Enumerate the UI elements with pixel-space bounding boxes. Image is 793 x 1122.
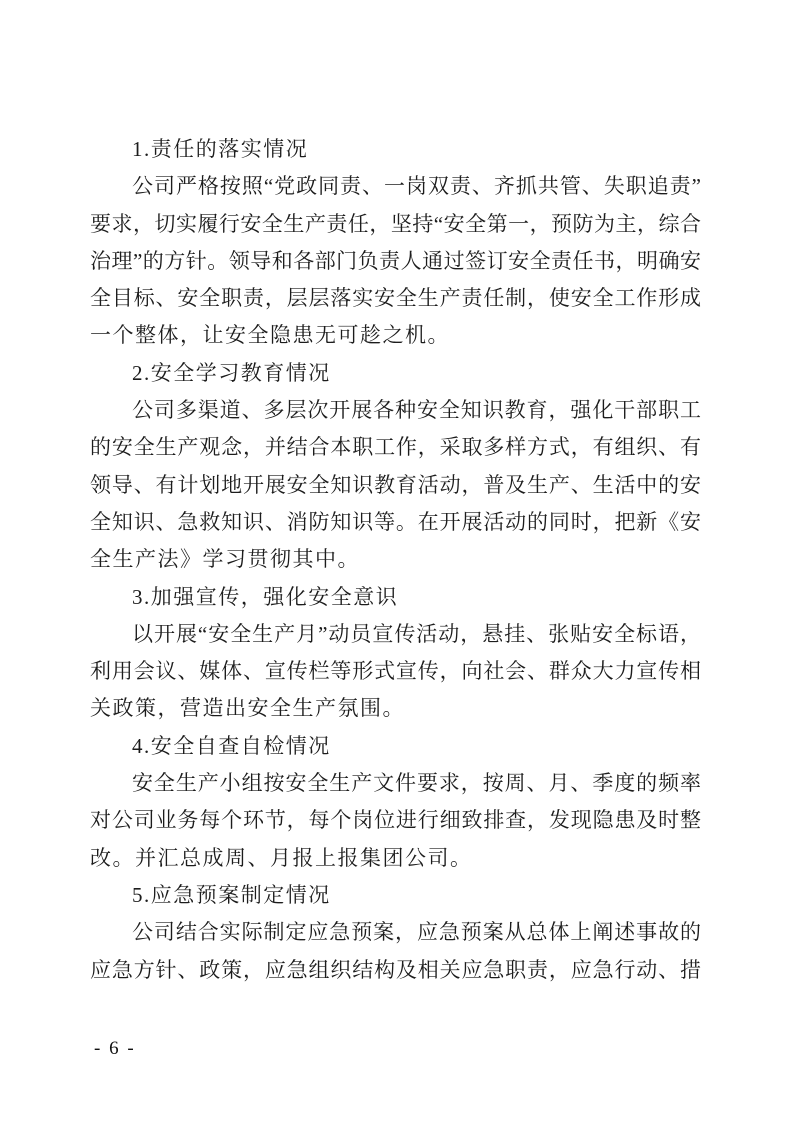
body-line: 对公司业务每个环节，每个岗位进行细致排查，发现隐患及时整 (90, 808, 701, 833)
body-line: 一个整体，让安全隐患无可趁之机。 (90, 323, 450, 348)
body-line: 全知识、急救知识、消防知识等。在开展活动的同时，把新《安 (90, 509, 701, 534)
body-line: 的安全生产观念，并结合本职工作，采取多样方式，有组织、有 (90, 435, 701, 460)
body-line: 公司严格按照“党政同责、一岗双责、齐抓共管、失职追责” (132, 174, 701, 199)
section-heading: 1.责任的落实情况 (132, 137, 309, 161)
section-heading: 4.安全自查自检情况 (132, 733, 331, 758)
body-line: 利用会议、媒体、宣传栏等形式宣传，向社会、群众大力宣传相 (90, 659, 701, 684)
body-line: 领导、有计划地开展安全知识教育活动，普及生产、生活中的安 (90, 472, 701, 497)
body-line: 以开展“安全生产月”动员宣传活动，悬挂、张贴安全标语， (132, 621, 701, 646)
body-line: 全目标、安全职责，层层落实安全生产责任制，使安全工作形成 (90, 286, 701, 311)
document-body (90, 131, 701, 989)
body-line: 改。并汇总成周、月报上报集团公司。 (90, 845, 473, 870)
section-heading: 2.安全学习教育情况 (132, 360, 331, 385)
body-line: 要求，切实履行安全生产责任，坚持“安全第一，预防为主，综合 (90, 211, 701, 236)
body-line: 应急方针、政策，应急组织结构及相关应急职责，应急行动、措 (90, 957, 701, 982)
section-heading: 3.加强宣传，强化安全意识 (132, 584, 399, 609)
body-line: 公司结合实际制定应急预案，应急预案从总体上阐述事故的 (132, 920, 701, 945)
body-line: 安全生产小组按安全生产文件要求，按周、月、季度的频率 (132, 771, 701, 796)
body-line: 公司多渠道、多层次开展各种安全知识教育，强化干部职工 (132, 398, 701, 423)
body-line: 治理”的方针。领导和各部门负责人通过签订安全责任书，明确安 (90, 248, 701, 273)
body-line: 关政策，营造出安全生产氛围。 (90, 696, 405, 721)
section-heading: 5.应急预案制定情况 (132, 882, 331, 907)
page-number: - 6 - (94, 1038, 136, 1059)
body-line: 全生产法》学习贯彻其中。 (90, 547, 360, 572)
